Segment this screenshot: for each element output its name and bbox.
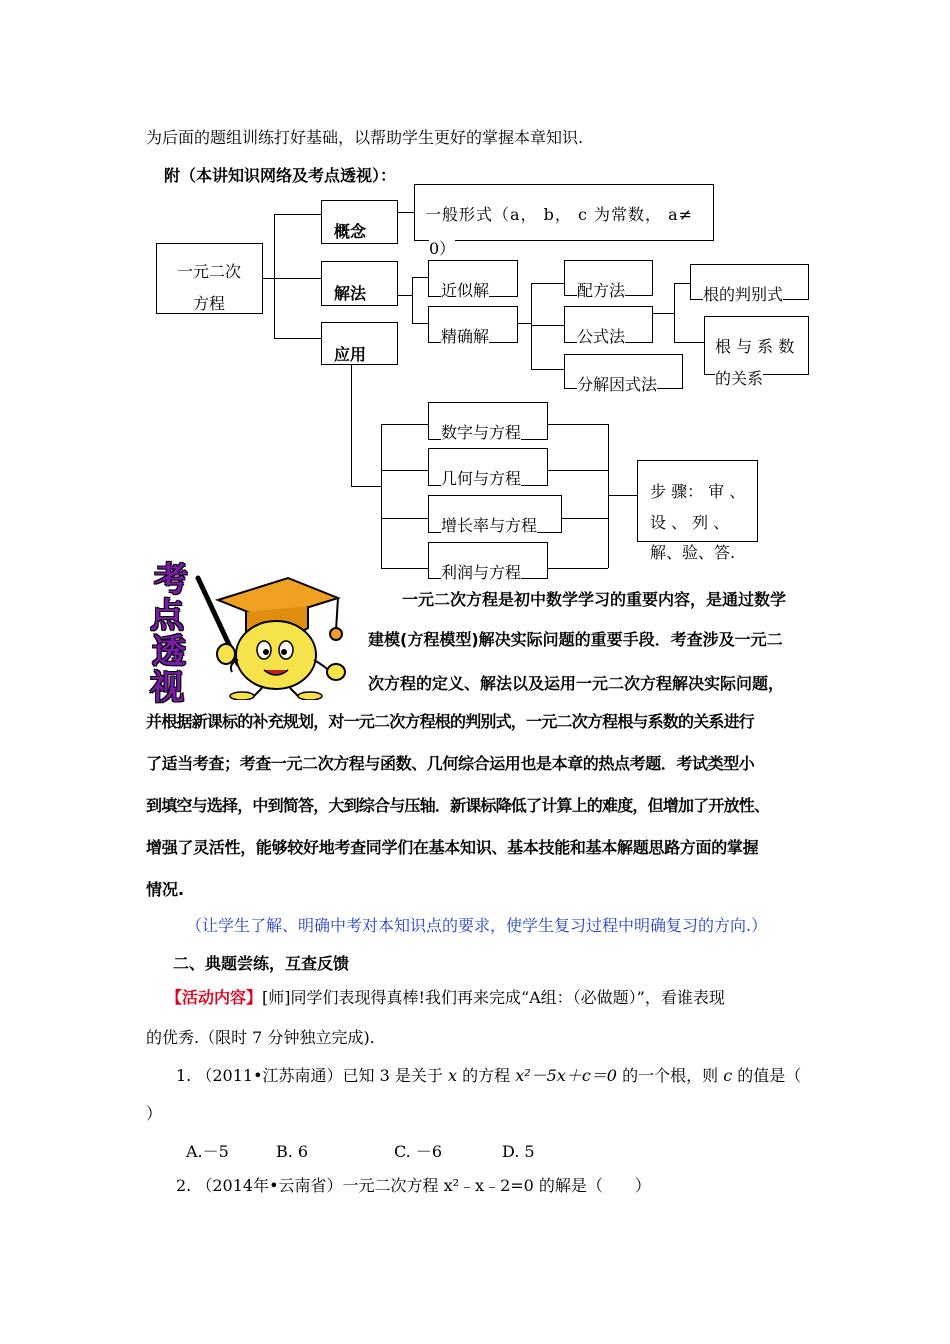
- focus-line: 了适当考查；考查一元二次方程与函数、几何综合运用也是本章的热点考题．考试类型小: [146, 754, 755, 773]
- focus-line: 一元二次方程是初中数学学习的重要内容，是通过数学: [402, 590, 787, 609]
- teacher-mascot-icon: [188, 560, 358, 700]
- diagram-approx-node: 近似解: [428, 260, 518, 297]
- focus-line: 情况.: [146, 880, 185, 899]
- concept-def-line1: 一般形式（a， b， c 为常数， a≠: [425, 205, 694, 224]
- diagram-application-node: 应用: [321, 322, 398, 365]
- diagram-concept-node: 概念: [321, 200, 398, 244]
- focus-line: 增强了灵活性，能够较好地考查同学们在基本知识、基本技能和基本解题思路方面的掌握: [146, 838, 759, 857]
- diagram-completing-square-node: 配方法: [564, 260, 653, 296]
- diagram-formula-node: 公式法: [564, 306, 653, 343]
- diagram-steps-node: 步 骤： 审 、 设 、 列 、 解、验、答.: [637, 460, 758, 542]
- option-c[interactable]: C. －6: [394, 1142, 443, 1161]
- question-1-close: ）: [146, 1104, 163, 1123]
- diagram-app-item: 几何与方程: [428, 448, 548, 486]
- appendix-title: 附（本讲知识网络及考点透视）：: [164, 166, 397, 185]
- activity-line: [166, 988, 725, 1008]
- diagram-concept-definition: [414, 184, 714, 258]
- diagram-roots-coeff-node: 根 与 系 数 的关系: [704, 316, 809, 375]
- question-1: 1. （2011•江苏南通）已知 3 是关于 x 的方程 x²－5x＋c＝0 的一个根，则 c 的值是（: [176, 1066, 802, 1085]
- activity-tag: 【活动内容】: [166, 988, 263, 1007]
- activity-line-2: 的优秀.（限时 7 分钟独立完成).: [146, 1028, 375, 1047]
- option-d[interactable]: D. 5: [502, 1142, 535, 1161]
- activity-teacher: [师]: [262, 988, 291, 1007]
- diagram-app-item: 增长率与方程: [428, 495, 562, 533]
- diagram-app-item: 利润与方程: [428, 542, 548, 579]
- focus-line: 次方程的定义、解法以及运用一元二次方程解决实际问题，: [368, 674, 785, 693]
- diagram-root-node: 一元二次 方程: [156, 243, 263, 314]
- intro-line: 为后面的题组训练打好基础，以帮助学生更好的掌握本章知识.: [146, 128, 584, 147]
- option-b[interactable]: B. 6: [276, 1142, 309, 1161]
- focus-line: 并根据新课标的补充规划，对一元二次方程根的判别式，一元二次方程根与系数的关系进行: [146, 712, 755, 731]
- focus-label: 考 点 透 视: [150, 560, 188, 708]
- focus-line: 到填空与选择，中到简答，大到综合与压轴．新课标降低了计算上的难度，但增加了开放性、: [146, 796, 770, 815]
- diagram-method-node: 解法: [321, 261, 398, 306]
- concept-def-line2: 0）: [429, 239, 456, 258]
- diagram-app-item: 数字与方程: [428, 402, 548, 440]
- question-1-options: [186, 1142, 535, 1162]
- activity-text: 同学们表现得真棒!我们再来完成“A组：（必做题）”，看谁表现: [290, 988, 725, 1007]
- option-a[interactable]: A.－5: [186, 1142, 229, 1161]
- diagram-factoring-node: 分解因式法: [564, 354, 683, 389]
- focus-line: 建模(方程模型)解决实际问题的重要手段．考查涉及一元二: [368, 630, 783, 649]
- question-2: 2. （2014年•云南省）一元二次方程 x²﹣x﹣2=0 的解是（ ）: [176, 1176, 651, 1195]
- diagram-discriminant-node: 根的判别式: [690, 264, 809, 300]
- diagram-exact-node: 精确解: [428, 306, 518, 343]
- teaching-note: （让学生了解、明确中考对本知识点的要求，使学生复习过程中明确复习的方向.）: [186, 916, 768, 935]
- section-2-title: 二、典题尝练，互查反馈: [173, 954, 350, 973]
